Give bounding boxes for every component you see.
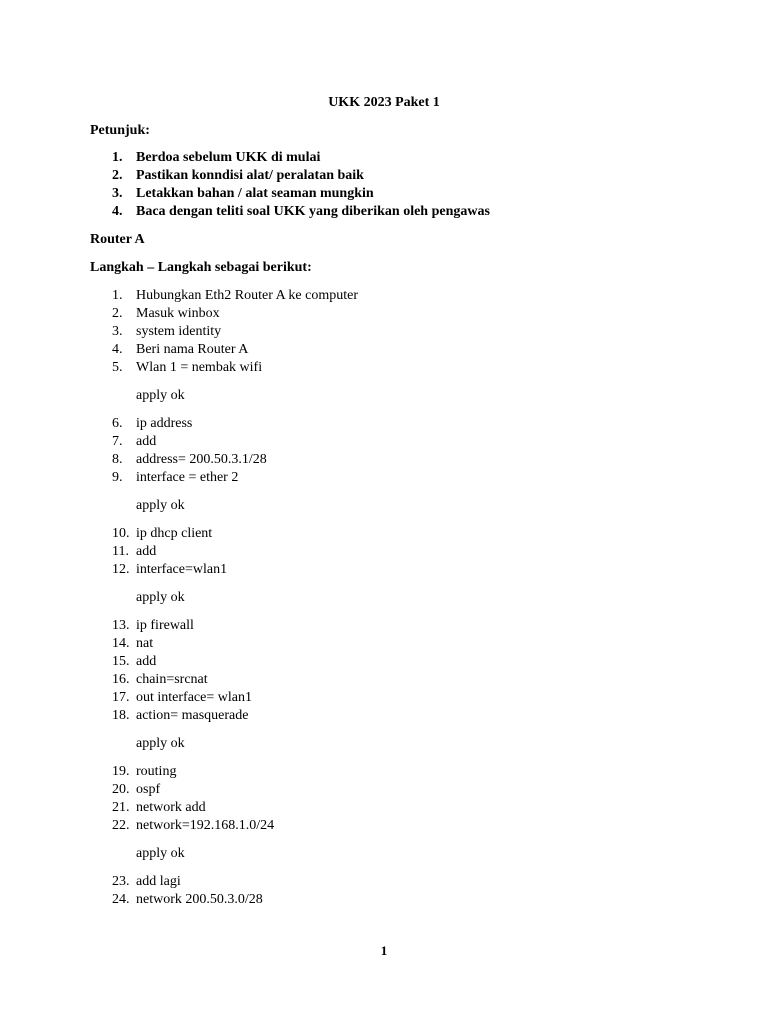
apply-ok-text: apply ok bbox=[136, 846, 185, 861]
step-text: action= masquerade bbox=[136, 708, 249, 723]
step-number: 23. bbox=[112, 874, 130, 889]
step-number: 21. bbox=[112, 800, 130, 815]
step-number: 15. bbox=[112, 654, 130, 669]
step-text: Wlan 1 = nembak wifi bbox=[136, 360, 263, 375]
step-text: nat bbox=[136, 636, 154, 651]
petunjuk-item-text: Baca dengan teliti soal UKK yang diberikan oleh pengawas bbox=[136, 204, 490, 219]
step-number: 6. bbox=[112, 416, 123, 431]
petunjuk-item-number: 3. bbox=[112, 186, 123, 201]
step-number: 14. bbox=[112, 636, 130, 651]
step-text: system identity bbox=[136, 324, 222, 339]
step-text: ip dhcp client bbox=[136, 526, 213, 541]
langkah-heading: Langkah – Langkah sebagai berikut: bbox=[90, 260, 312, 275]
step-number: 3. bbox=[112, 324, 123, 339]
step-text: routing bbox=[136, 764, 177, 779]
step-number: 5. bbox=[112, 360, 123, 375]
step-number: 11. bbox=[112, 544, 129, 559]
step-text: network 200.50.3.0/28 bbox=[136, 892, 263, 907]
step-text: ospf bbox=[136, 782, 161, 797]
step-text: Beri nama Router A bbox=[136, 342, 249, 357]
step-number: 13. bbox=[112, 618, 130, 633]
step-number: 1. bbox=[112, 288, 123, 303]
step-number: 4. bbox=[112, 342, 123, 357]
step-number: 22. bbox=[112, 818, 130, 833]
step-text: chain=srcnat bbox=[136, 672, 208, 687]
step-number: 10. bbox=[112, 526, 130, 541]
petunjuk-item-text: Pastikan konndisi alat/ peralatan baik bbox=[136, 168, 364, 183]
step-number: 19. bbox=[112, 764, 130, 779]
step-text: add bbox=[136, 654, 157, 669]
step-number: 24. bbox=[112, 892, 130, 907]
router-heading: Router A bbox=[90, 232, 145, 247]
step-number: 7. bbox=[112, 434, 123, 449]
step-text: network add bbox=[136, 800, 206, 815]
petunjuk-item-text: Berdoa sebelum UKK di mulai bbox=[136, 150, 321, 165]
step-text: add bbox=[136, 544, 157, 559]
step-number: 2. bbox=[112, 306, 123, 321]
apply-ok-text: apply ok bbox=[136, 736, 185, 751]
petunjuk-item-number: 4. bbox=[112, 204, 123, 219]
step-number: 16. bbox=[112, 672, 130, 687]
step-number: 20. bbox=[112, 782, 130, 797]
step-text: interface=wlan1 bbox=[136, 562, 228, 577]
petunjuk-item-text: Letakkan bahan / alat seaman mungkin bbox=[136, 186, 374, 201]
step-number: 12. bbox=[112, 562, 130, 577]
step-text: add bbox=[136, 434, 157, 449]
step-text: out interface= wlan1 bbox=[136, 690, 252, 705]
step-text: add lagi bbox=[136, 874, 181, 889]
step-text: interface = ether 2 bbox=[136, 470, 239, 485]
step-text: Hubungkan Eth2 Router A ke computer bbox=[136, 288, 359, 303]
petunjuk-item-number: 1. bbox=[112, 150, 123, 165]
petunjuk-heading: Petunjuk: bbox=[90, 123, 150, 138]
apply-ok-text: apply ok bbox=[136, 388, 185, 403]
page-number: 1 bbox=[380, 943, 388, 958]
step-number: 17. bbox=[112, 690, 130, 705]
step-text: Masuk winbox bbox=[136, 306, 220, 321]
apply-ok-text: apply ok bbox=[136, 498, 185, 513]
step-number: 8. bbox=[112, 452, 123, 467]
step-text: network=192.168.1.0/24 bbox=[136, 818, 275, 833]
step-number: 9. bbox=[112, 470, 123, 485]
step-text: address= 200.50.3.1/28 bbox=[136, 452, 267, 467]
step-number: 18. bbox=[112, 708, 130, 723]
petunjuk-item-number: 2. bbox=[112, 168, 123, 183]
step-text: ip firewall bbox=[136, 618, 194, 633]
step-text: ip address bbox=[136, 416, 193, 431]
apply-ok-text: apply ok bbox=[136, 590, 185, 605]
document-title: UKK 2023 Paket 1 bbox=[328, 95, 440, 110]
